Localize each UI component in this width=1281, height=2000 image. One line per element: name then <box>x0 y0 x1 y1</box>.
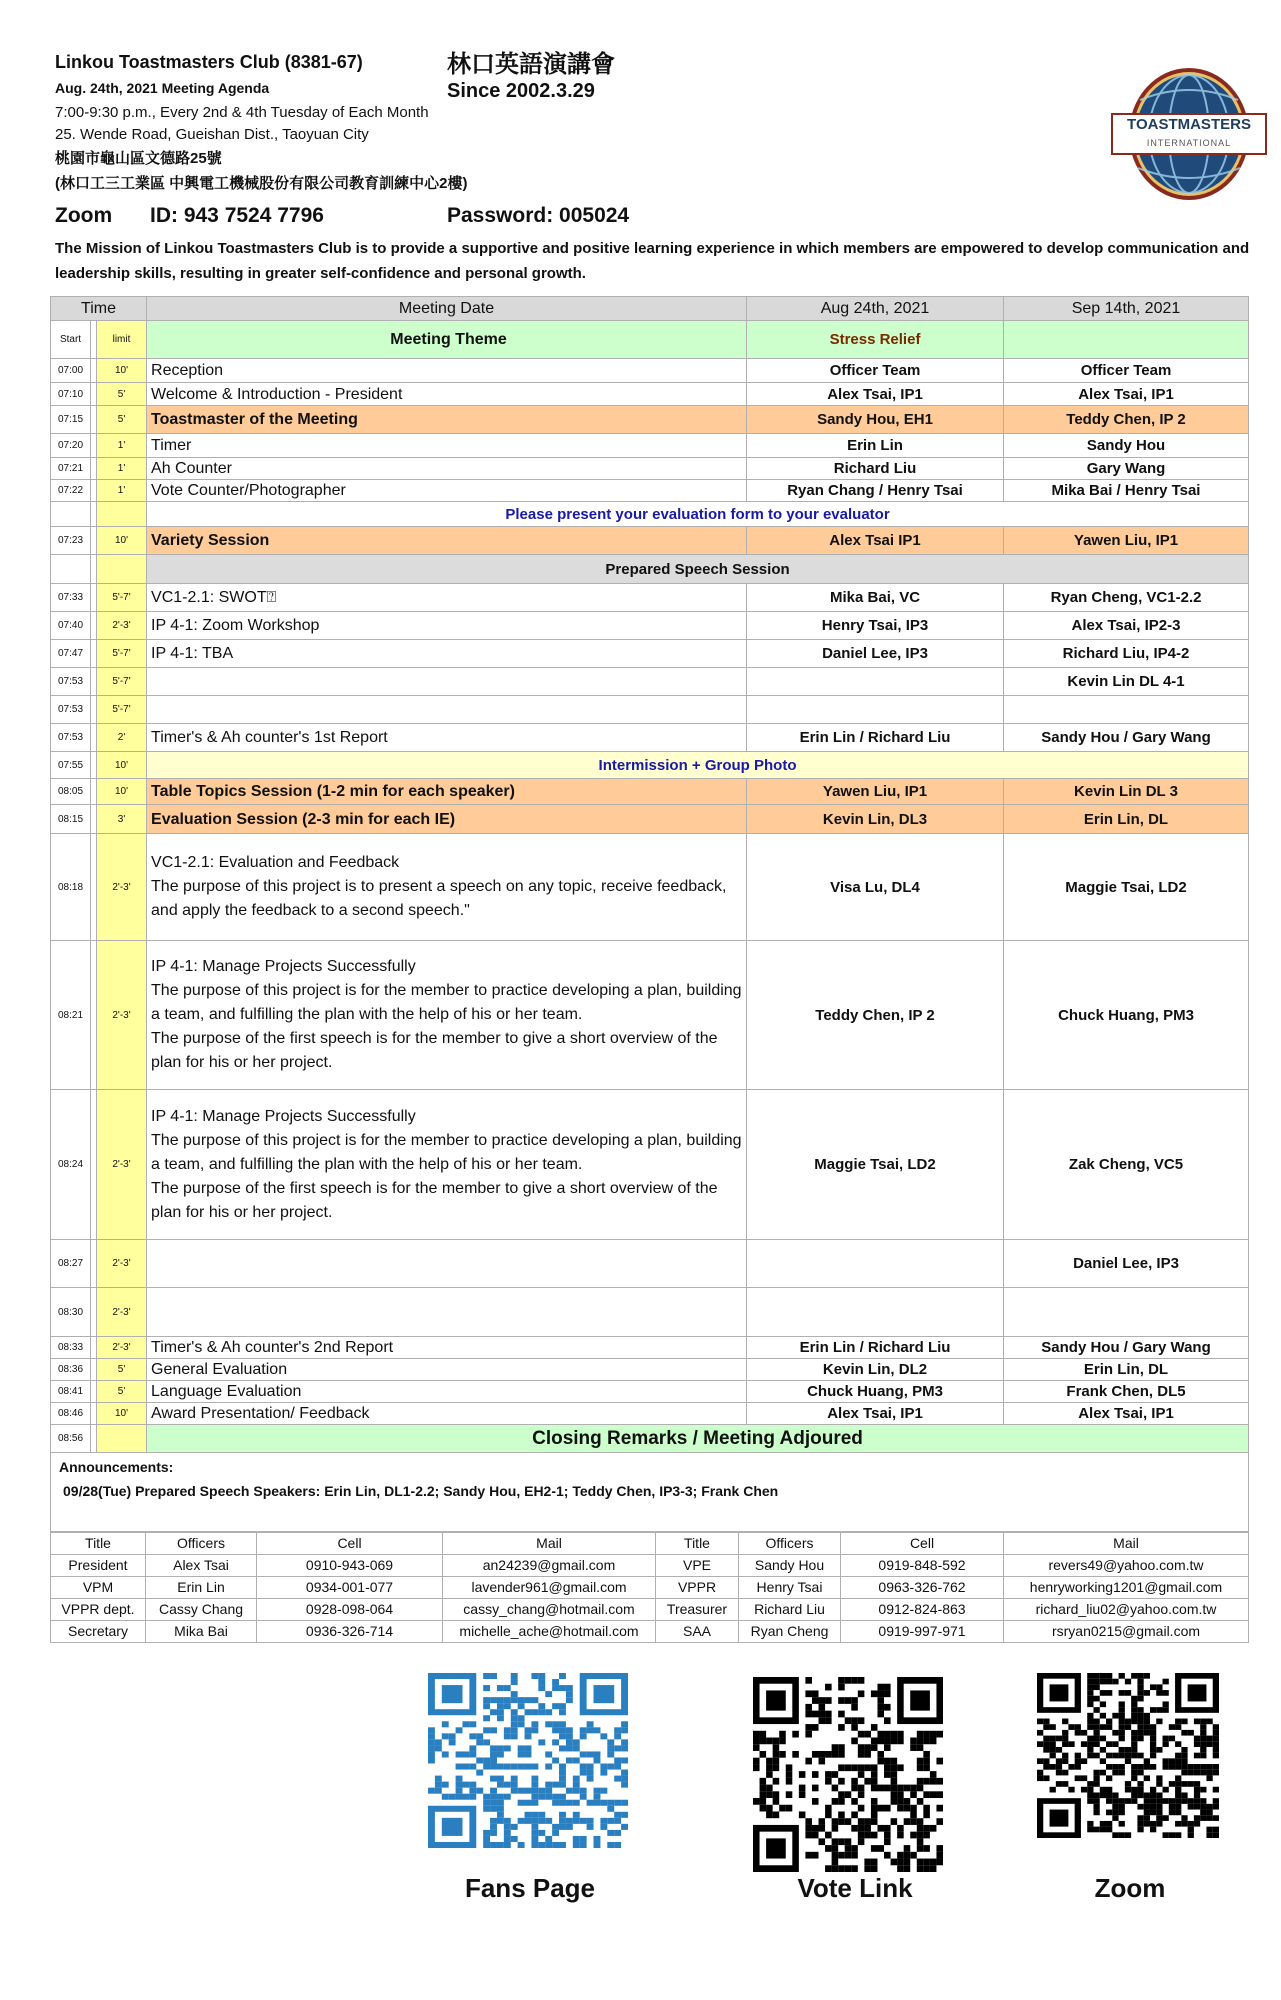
start-time: 07:10 <box>51 383 91 406</box>
role-assignee-date-1: Maggie Tsai, LD2 <box>747 1090 1004 1240</box>
role-assignee-date-1: Erin Lin / Richard Liu <box>747 1337 1004 1359</box>
officer-row <box>51 1577 1249 1599</box>
zoom-meeting-id: ID: 943 7524 7796 <box>150 204 324 227</box>
officer-cell: 0919-848-592 <box>841 1555 1004 1577</box>
agenda-item: Vote Counter/Photographer <box>147 480 747 502</box>
role-assignee-date-2: Ryan Cheng, VC1-2.2 <box>1004 584 1249 612</box>
officer-mail: cassy_chang@hotmail.com <box>443 1599 656 1621</box>
agenda-row <box>51 612 1249 640</box>
start-label: Start <box>51 321 91 359</box>
officer-title: SAA <box>656 1621 739 1643</box>
project-purpose: The purpose of the first speech is for the member to give a short overview of the plan for his or her project. <box>151 1179 718 1221</box>
officer-title: VPPR <box>656 1577 739 1599</box>
start-time: 07:55 <box>51 752 91 779</box>
agenda-item <box>147 1240 747 1288</box>
agenda-row <box>51 1090 1249 1240</box>
agenda-row <box>51 1381 1249 1403</box>
start-time: 08:41 <box>51 1381 91 1403</box>
officer-cell: 0963-326-762 <box>841 1577 1004 1599</box>
agenda-item <box>147 668 747 696</box>
agenda-item: IP 4-1: TBA <box>147 640 747 668</box>
time-limit: 10' <box>97 1403 147 1425</box>
role-assignee-date-2: Gary Wang <box>1004 458 1249 480</box>
officer-mail: rsryan0215@gmail.com <box>1004 1621 1249 1643</box>
officer-title: Secretary <box>51 1621 146 1643</box>
officer-mail: revers49@yahoo.com.tw <box>1004 1555 1249 1577</box>
agenda-item <box>147 696 747 724</box>
role-assignee-date-1: Sandy Hou, EH1 <box>747 406 1004 434</box>
agenda-row <box>51 359 1249 383</box>
officer-name: Sandy Hou <box>739 1555 841 1577</box>
start-time: 07:47 <box>51 640 91 668</box>
agenda-item: Language Evaluation <box>147 1381 747 1403</box>
officers-header-cell: Mail <box>443 1533 656 1555</box>
role-assignee-date-1: Visa Lu, DL4 <box>747 834 1004 941</box>
agenda-item: Award Presentation/ Feedback <box>147 1403 747 1425</box>
officers-header-cell: Mail <box>1004 1533 1249 1555</box>
time-limit: 2'-3' <box>97 612 147 640</box>
time-limit: 2'-3' <box>97 1240 147 1288</box>
start-time: 07:15 <box>51 406 91 434</box>
project-title: IP 4-1: Manage Projects Successfully <box>151 1107 416 1125</box>
time-limit: 3' <box>97 805 147 834</box>
start-time <box>51 502 91 527</box>
agenda-item: Variety Session <box>147 527 747 555</box>
role-assignee-date-2: Sandy Hou / Gary Wang <box>1004 724 1249 752</box>
role-assignee-date-2: Kevin Lin DL 3 <box>1004 779 1249 805</box>
officer-title: President <box>51 1555 146 1577</box>
role-assignee-date-2: Erin Lin, DL <box>1004 805 1249 834</box>
start-time: 08:24 <box>51 1090 91 1240</box>
address-chinese: 桃園市龜山區文德路25號 <box>55 150 222 167</box>
start-time: 07:53 <box>51 668 91 696</box>
agenda-item: General Evaluation <box>147 1359 747 1381</box>
agenda-row <box>51 1359 1249 1381</box>
officers-header-cell: Cell <box>257 1533 443 1555</box>
start-time: 08:27 <box>51 1240 91 1288</box>
start-time: 08:36 <box>51 1359 91 1381</box>
agenda-row <box>51 480 1249 502</box>
agenda-row <box>51 434 1249 458</box>
agenda-row <box>51 502 1249 527</box>
role-assignee-date-2 <box>1004 1288 1249 1337</box>
role-assignee-date-1: Teddy Chen, IP 2 <box>747 941 1004 1090</box>
role-assignee-date-1: Alex Tsai, IP1 <box>747 1403 1004 1425</box>
qr-label: Fans Page <box>464 1873 596 1903</box>
agenda-row <box>51 941 1249 1090</box>
agenda-row <box>51 555 1249 584</box>
time-limit: 5' <box>97 1359 147 1381</box>
agenda-row <box>51 834 1249 941</box>
start-time: 08:33 <box>51 1337 91 1359</box>
time-limit: 5'-7' <box>97 668 147 696</box>
agenda-row <box>51 527 1249 555</box>
announcements-row <box>51 1453 1249 1532</box>
officer-row <box>51 1555 1249 1577</box>
time-limit: 5'-7' <box>97 584 147 612</box>
officer-name: Mika Bai <box>146 1621 257 1643</box>
club-name: Linkou Toastmasters Club (8381-67) <box>55 52 363 72</box>
role-assignee-date-2 <box>1004 696 1249 724</box>
start-time: 07:21 <box>51 458 91 480</box>
start-time: 08:15 <box>51 805 91 834</box>
role-assignee-date-2: Yawen Liu, IP1 <box>1004 527 1249 555</box>
time-limit <box>97 502 147 527</box>
start-time: 08:18 <box>51 834 91 941</box>
officers-header-row <box>51 1533 1249 1555</box>
time-limit <box>97 1425 147 1453</box>
agenda-header-row <box>51 297 1249 321</box>
agenda-item: Evaluation Session (2-3 min for each IE) <box>147 805 747 834</box>
role-assignee-date-2: Erin Lin, DL <box>1004 1359 1249 1381</box>
meeting-theme-label: Meeting Theme <box>147 321 747 359</box>
role-assignee-date-2: Maggie Tsai, LD2 <box>1004 834 1249 941</box>
time-limit: 2'-3' <box>97 834 147 941</box>
officer-name: Alex Tsai <box>146 1555 257 1577</box>
agenda-item: Welcome & Introduction - President <box>147 383 747 406</box>
time-limit: 10' <box>97 752 147 779</box>
role-assignee-date-1 <box>747 696 1004 724</box>
officer-title: VPPR dept. <box>51 1599 146 1621</box>
limit-label: limit <box>97 321 147 359</box>
address-english: 25. Wende Road, Gueishan Dist., Taoyuan City <box>55 126 369 143</box>
agenda-item: Toastmaster of the Meeting <box>147 406 747 434</box>
start-time: 07:00 <box>51 359 91 383</box>
time-limit: 5'-7' <box>97 696 147 724</box>
start-time: 08:56 <box>51 1425 91 1453</box>
role-assignee-date-1: Kevin Lin, DL3 <box>747 805 1004 834</box>
role-assignee-date-2: Mika Bai / Henry Tsai <box>1004 480 1249 502</box>
globe-icon <box>1110 60 1268 208</box>
officers-header-cell: Title <box>51 1533 146 1555</box>
agenda-row <box>51 1337 1249 1359</box>
officers-header-cell: Title <box>656 1533 739 1555</box>
officer-title: Treasurer <box>656 1599 739 1621</box>
page-header <box>0 0 1281 236</box>
officers-header-cell: Officers <box>739 1533 841 1555</box>
time-limit: 2'-3' <box>97 941 147 1090</box>
project-purpose: The purpose of the first speech is for the member to give a short overview of the plan for his or her project. <box>151 1030 718 1071</box>
agenda-row <box>51 640 1249 668</box>
time-limit: 2'-3' <box>97 1090 147 1240</box>
project-title: IP 4-1: Manage Projects Successfully <box>151 958 416 975</box>
officer-name: Ryan Cheng <box>739 1621 841 1643</box>
role-assignee-date-1: Erin Lin <box>747 434 1004 458</box>
project-title: VC1-2.1: Evaluation and Feedback <box>151 854 400 871</box>
start-time: 08:21 <box>51 941 91 1090</box>
agenda-item: IP 4-1: Zoom Workshop <box>147 612 747 640</box>
agenda-row <box>51 383 1249 406</box>
closing-remarks: Closing Remarks / Meeting Adjoured <box>147 1425 1249 1453</box>
role-assignee-date-1: Yawen Liu, IP1 <box>747 779 1004 805</box>
intermission-label: Intermission + Group Photo <box>147 752 1249 779</box>
qr-label: Vote Link <box>797 1873 913 1903</box>
agenda-item-description <box>147 834 747 941</box>
since-date: Since 2002.3.29 <box>447 80 595 102</box>
qr-label: Zoom <box>1094 1873 1166 1903</box>
time-limit <box>97 555 147 584</box>
role-assignee-date-2: Alex Tsai, IP1 <box>1004 1403 1249 1425</box>
time-limit: 5' <box>97 406 147 434</box>
time-limit: 2'-3' <box>97 1288 147 1337</box>
start-time: 07:33 <box>51 584 91 612</box>
officer-cell: 0912-824-863 <box>841 1599 1004 1621</box>
start-time: 07:53 <box>51 696 91 724</box>
start-time <box>51 555 91 584</box>
agenda-row <box>51 1240 1249 1288</box>
agenda-row <box>51 724 1249 752</box>
evaluation-form-note: Please present your evaluation form to your evaluator <box>147 502 1249 527</box>
time-limit: 1' <box>97 434 147 458</box>
role-assignee-date-1: Richard Liu <box>747 458 1004 480</box>
agenda-row <box>51 805 1249 834</box>
agenda-row <box>51 458 1249 480</box>
meeting-theme-date-1: Stress Relief <box>747 321 1004 359</box>
officer-name: Richard Liu <box>739 1599 841 1621</box>
announcements <box>51 1453 1249 1532</box>
role-assignee-date-2: Chuck Huang, PM3 <box>1004 941 1249 1090</box>
agenda-row <box>51 1403 1249 1425</box>
announcements-label: Announcements: <box>59 1459 174 1475</box>
agenda-row <box>51 1288 1249 1337</box>
logo-text-bottom: INTERNATIONAL <box>1146 138 1232 148</box>
agenda-item: Ah Counter <box>147 458 747 480</box>
officer-name: Erin Lin <box>146 1577 257 1599</box>
agenda-item: Reception <box>147 359 747 383</box>
officer-mail: richard_liu02@yahoo.com.tw <box>1004 1599 1249 1621</box>
role-assignee-date-1 <box>747 668 1004 696</box>
header-date-1: Aug 24th, 2021 <box>747 297 1004 321</box>
role-assignee-date-1: Officer Team <box>747 359 1004 383</box>
role-assignee-date-1 <box>747 1288 1004 1337</box>
role-assignee-date-2: Zak Cheng, VC5 <box>1004 1090 1249 1240</box>
theme-row <box>51 321 1249 359</box>
agenda-item: Timer's & Ah counter's 2nd Report <box>147 1337 747 1359</box>
logo-text-top: TOASTMASTERS <box>1127 116 1251 133</box>
header-time: Time <box>51 297 147 321</box>
officer-mail: michelle_ache@hotmail.com <box>443 1621 656 1643</box>
announcements-text: 09/28(Tue) Prepared Speech Speakers: Erin Lin, DL1-2.2; Sandy Hou, EH2-1; Teddy Chen, IP3-3; Frank Chen <box>63 1483 779 1499</box>
role-assignee-date-2: Sandy Hou / Gary Wang <box>1004 1337 1249 1359</box>
start-time: 08:30 <box>51 1288 91 1337</box>
officer-mail: lavender961@gmail.com <box>443 1577 656 1599</box>
header-date-2: Sep 14th, 2021 <box>1004 297 1249 321</box>
start-time: 08:46 <box>51 1403 91 1425</box>
agenda-item-description <box>147 941 747 1090</box>
qr-code-fans-page[interactable] <box>428 1673 628 1853</box>
agenda-row <box>51 584 1249 612</box>
role-assignee-date-1: Chuck Huang, PM3 <box>747 1381 1004 1403</box>
qr-code-zoom[interactable] <box>1037 1673 1219 1843</box>
agenda-row <box>51 668 1249 696</box>
agenda-item: Table Topics Session (1-2 min for each speaker) <box>147 779 747 805</box>
officer-title: VPE <box>656 1555 739 1577</box>
time-limit: 10' <box>97 527 147 555</box>
agenda-row <box>51 779 1249 805</box>
agenda-row <box>51 696 1249 724</box>
time-limit: 1' <box>97 480 147 502</box>
project-purpose: The purpose of this project is for the member to practice developing a plan, building a team, and fulfilling the plan with the help of his or her team. <box>151 1131 742 1173</box>
agenda-table <box>50 296 1249 1532</box>
officer-row <box>51 1599 1249 1621</box>
agenda-row <box>51 406 1249 434</box>
address-chinese-detail: (林口工三工業區 中興電工機械股份有限公司教育訓練中心2樓) <box>55 175 468 192</box>
role-assignee-date-2: Richard Liu, IP4-2 <box>1004 640 1249 668</box>
club-chinese-name: 林口英語演講會 <box>447 51 615 78</box>
role-assignee-date-1: Ryan Chang / Henry Tsai <box>747 480 1004 502</box>
start-time: 07:53 <box>51 724 91 752</box>
content-flow <box>50 296 1248 1973</box>
agenda-item: Timer <box>147 434 747 458</box>
meeting-theme-date-2 <box>1004 321 1249 359</box>
role-assignee-date-2: Alex Tsai, IP1 <box>1004 383 1249 406</box>
officer-cell: 0934-001-077 <box>257 1577 443 1599</box>
role-assignee-date-2: Daniel Lee, IP3 <box>1004 1240 1249 1288</box>
agenda-item-description <box>147 1090 747 1240</box>
agenda-row <box>51 1425 1249 1453</box>
qr-code-vote-link[interactable] <box>753 1677 943 1877</box>
agenda-item: VC1-2.1: SWOT⍰ <box>147 584 747 612</box>
officers-header-cell: Cell <box>841 1533 1004 1555</box>
start-time: 07:20 <box>51 434 91 458</box>
officer-cell: 0936-326-714 <box>257 1621 443 1643</box>
role-assignee-date-2: Teddy Chen, IP 2 <box>1004 406 1249 434</box>
role-assignee-date-2: Officer Team <box>1004 359 1249 383</box>
officers-header-cell: Officers <box>146 1533 257 1555</box>
time-limit: 2' <box>97 724 147 752</box>
role-assignee-date-1: Henry Tsai, IP3 <box>747 612 1004 640</box>
project-purpose: The purpose of this project is to present a speech on any topic, receive feedback, and apply the feedback to a second speech." <box>151 878 727 919</box>
officer-title: VPM <box>51 1577 146 1599</box>
time-limit: 5'-7' <box>97 640 147 668</box>
role-assignee-date-1: Kevin Lin, DL2 <box>747 1359 1004 1381</box>
time-limit: 1' <box>97 458 147 480</box>
section-heading: Prepared Speech Session <box>147 555 1249 584</box>
project-purpose: The purpose of this project is for the member to practice developing a plan, building a team, and fulfilling the plan with the help of his or her team. <box>151 982 742 1023</box>
role-assignee-date-1: Mika Bai, VC <box>747 584 1004 612</box>
toastmasters-logo <box>1110 60 1268 208</box>
officer-cell: 0910-943-069 <box>257 1555 443 1577</box>
role-assignee-date-1: Alex Tsai IP1 <box>747 527 1004 555</box>
role-assignee-date-2: Frank Chen, DL5 <box>1004 1381 1249 1403</box>
header-meeting-date: Meeting Date <box>147 297 747 321</box>
officer-cell: 0919-997-971 <box>841 1621 1004 1643</box>
officers-table <box>50 1532 1249 1643</box>
role-assignee-date-1: Alex Tsai, IP1 <box>747 383 1004 406</box>
time-limit: 10' <box>97 359 147 383</box>
start-time: 07:22 <box>51 480 91 502</box>
officer-mail: henryworking1201@gmail.com <box>1004 1577 1249 1599</box>
role-assignee-date-1: Erin Lin / Richard Liu <box>747 724 1004 752</box>
role-assignee-date-2: Kevin Lin DL 4-1 <box>1004 668 1249 696</box>
agenda-item: Timer's & Ah counter's 1st Report <box>147 724 747 752</box>
role-assignee-date-2: Sandy Hou <box>1004 434 1249 458</box>
start-time: 08:05 <box>51 779 91 805</box>
officer-name: Cassy Chang <box>146 1599 257 1621</box>
meeting-schedule: 7:00-9:30 p.m., Every 2nd & 4th Tuesday of Each Month <box>55 104 429 121</box>
qr-code-section <box>50 1673 1248 1973</box>
agenda-item <box>147 1288 747 1337</box>
agenda-row <box>51 752 1249 779</box>
role-assignee-date-1: Daniel Lee, IP3 <box>747 640 1004 668</box>
zoom-password: Password: 005024 <box>447 204 630 227</box>
zoom-label: Zoom <box>55 204 113 227</box>
mission-statement: The Mission of Linkou Toastmasters Club is to provide a supportive and positive learning experience in which members are empowered to develop communication and leadership skills, resulting in greater self-confidence and personal growth. <box>55 240 1250 282</box>
time-limit: 5' <box>97 383 147 406</box>
officer-row <box>51 1621 1249 1643</box>
time-limit: 5' <box>97 1381 147 1403</box>
officer-name: Henry Tsai <box>739 1577 841 1599</box>
agenda-title: Aug. 24th, 2021 Meeting Agenda <box>55 80 270 96</box>
officer-cell: 0928-098-064 <box>257 1599 443 1621</box>
start-time: 07:23 <box>51 527 91 555</box>
officer-mail: an24239@gmail.com <box>443 1555 656 1577</box>
time-limit: 10' <box>97 779 147 805</box>
role-assignee-date-1 <box>747 1240 1004 1288</box>
time-limit: 2'-3' <box>97 1337 147 1359</box>
role-assignee-date-2: Alex Tsai, IP2-3 <box>1004 612 1249 640</box>
start-time: 07:40 <box>51 612 91 640</box>
